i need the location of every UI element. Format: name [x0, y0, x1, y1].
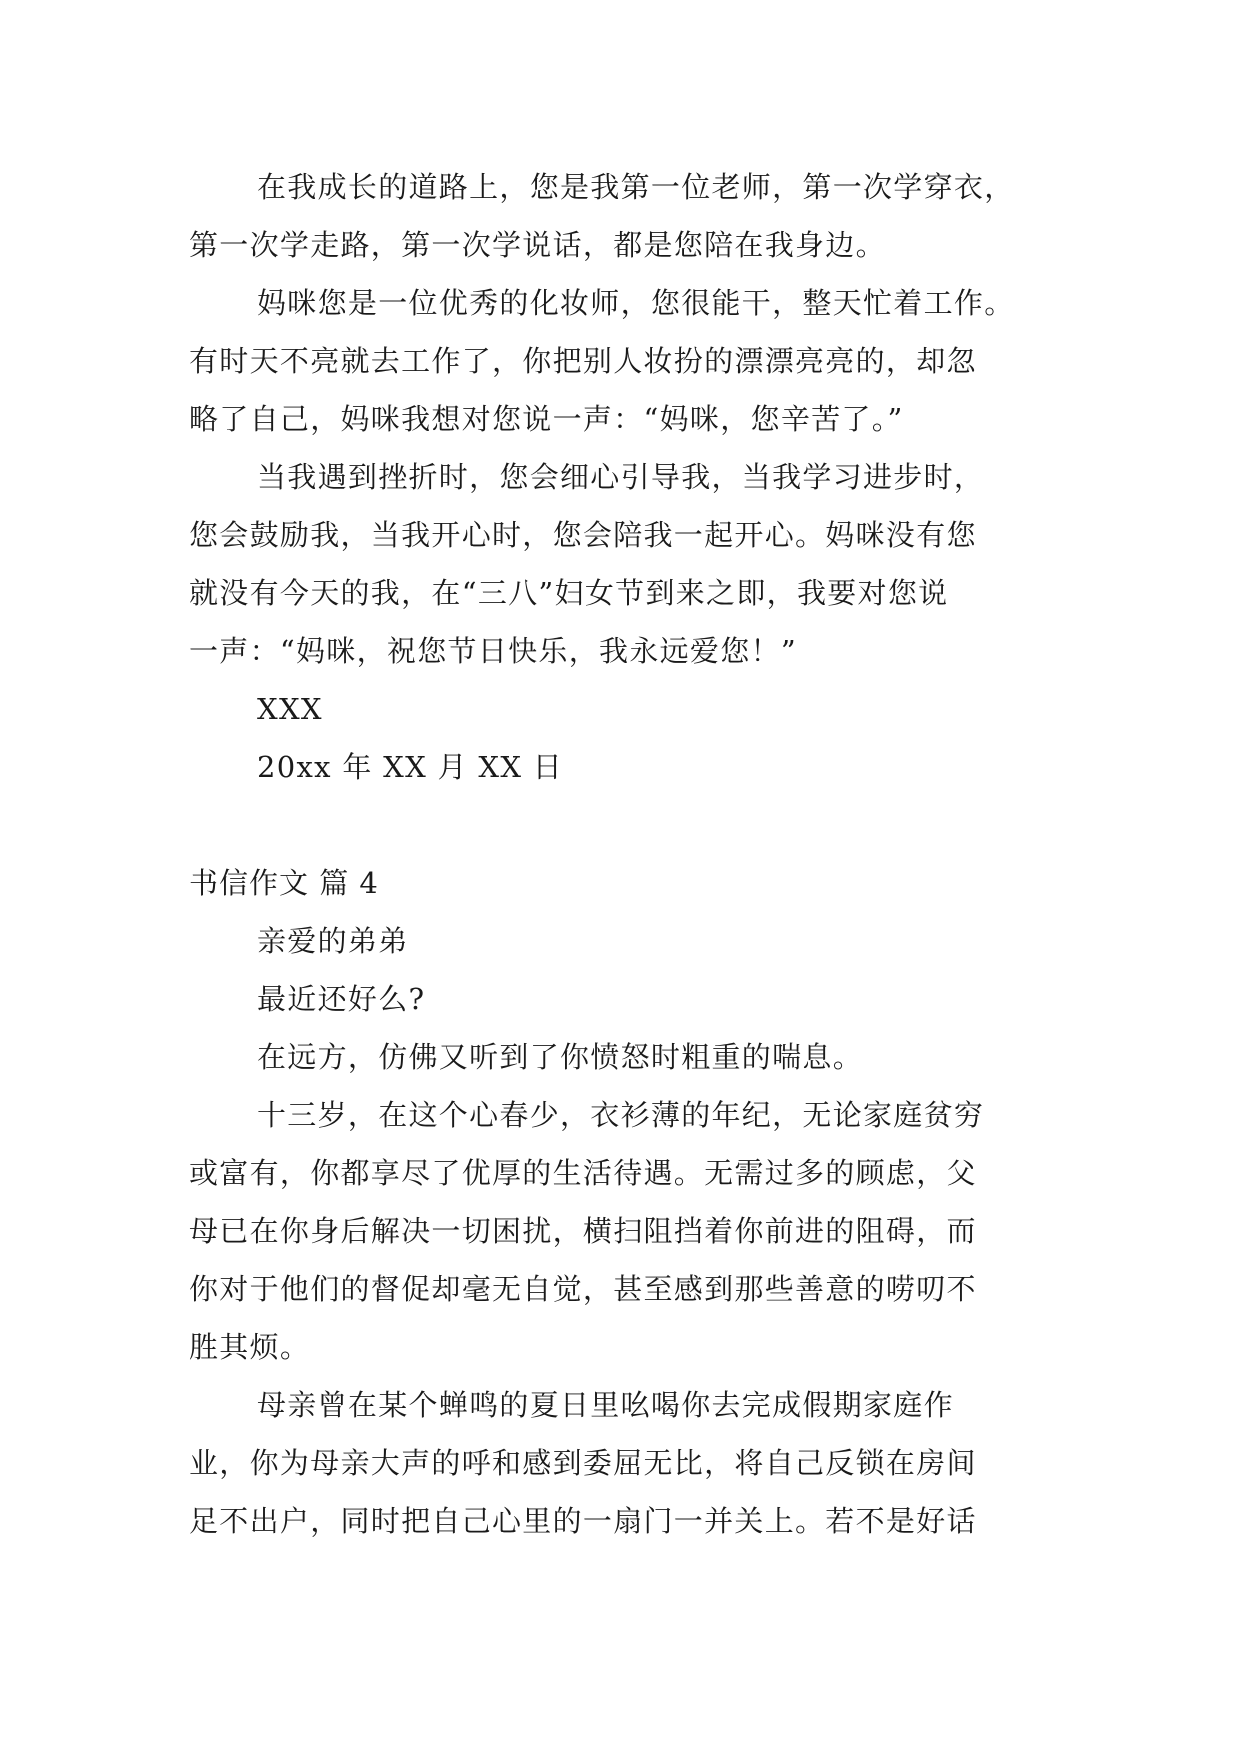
paragraph-line: 十三岁，在这个心春少，衣衫薄的年纪，无论家庭贫穷: [257, 1098, 985, 1132]
paragraph-line: 您会鼓励我，当我开心时，您会陪我一起开心。妈咪没有您: [189, 518, 977, 552]
paragraph-line: 略了自己，妈咪我想对您说一声：“妈咪，您辛苦了。”: [189, 402, 904, 436]
paragraph-line: 妈咪您是一位优秀的化妆师，您很能干，整天忙着工作。: [257, 286, 1015, 320]
paragraph-line: 或富有，你都享尽了优厚的生活待遇。无需过多的顾虑，父: [189, 1156, 977, 1190]
paragraph-line: 就没有今天的我，在“三八”妇女节到来之即，我要对您说: [189, 576, 949, 610]
letter-date: 20xx 年 XX 月 XX 日: [257, 750, 564, 784]
paragraph-line: 当我遇到挫折时，您会细心引导我，当我学习进步时，: [257, 460, 985, 494]
paragraph-line: 业，你为母亲大声的呼和感到委屈无比，将自己反锁在房间: [189, 1446, 977, 1480]
paragraph-line: 第一次学走路，第一次学说话，都是您陪在我身边。: [189, 228, 886, 262]
section-heading: 书信作文 篇 4: [189, 866, 379, 900]
paragraph-line: 一声：“妈咪，祝您节日快乐，我永远爱您！”: [189, 634, 797, 668]
paragraph-line: 母已在你身后解决一切困扰，横扫阻挡着你前进的阻碍，而: [189, 1214, 977, 1248]
paragraph-line: 在远方，仿佛又听到了你愤怒时粗重的喘息。: [257, 1040, 864, 1074]
paragraph-line: 胜其烦。: [189, 1330, 311, 1364]
paragraph-line: 足不出户，同时把自己心里的一扇门一并关上。若不是好话: [189, 1504, 977, 1538]
paragraph-line: 有时天不亮就去工作了，你把别人妆扮的漂漂亮亮的，却忽: [189, 344, 977, 378]
signature: XXX: [257, 692, 323, 726]
paragraph-line: 最近还好么?: [257, 982, 426, 1016]
salutation: 亲爱的弟弟: [257, 924, 409, 958]
paragraph-line: 母亲曾在某个蝉鸣的夏日里吆喝你去完成假期家庭作: [257, 1388, 954, 1422]
paragraph-line: 在我成长的道路上，您是我第一位老师，第一次学穿衣，: [257, 170, 1015, 204]
paragraph-line: 你对于他们的督促却毫无自觉，甚至感到那些善意的唠叨不: [189, 1272, 977, 1306]
